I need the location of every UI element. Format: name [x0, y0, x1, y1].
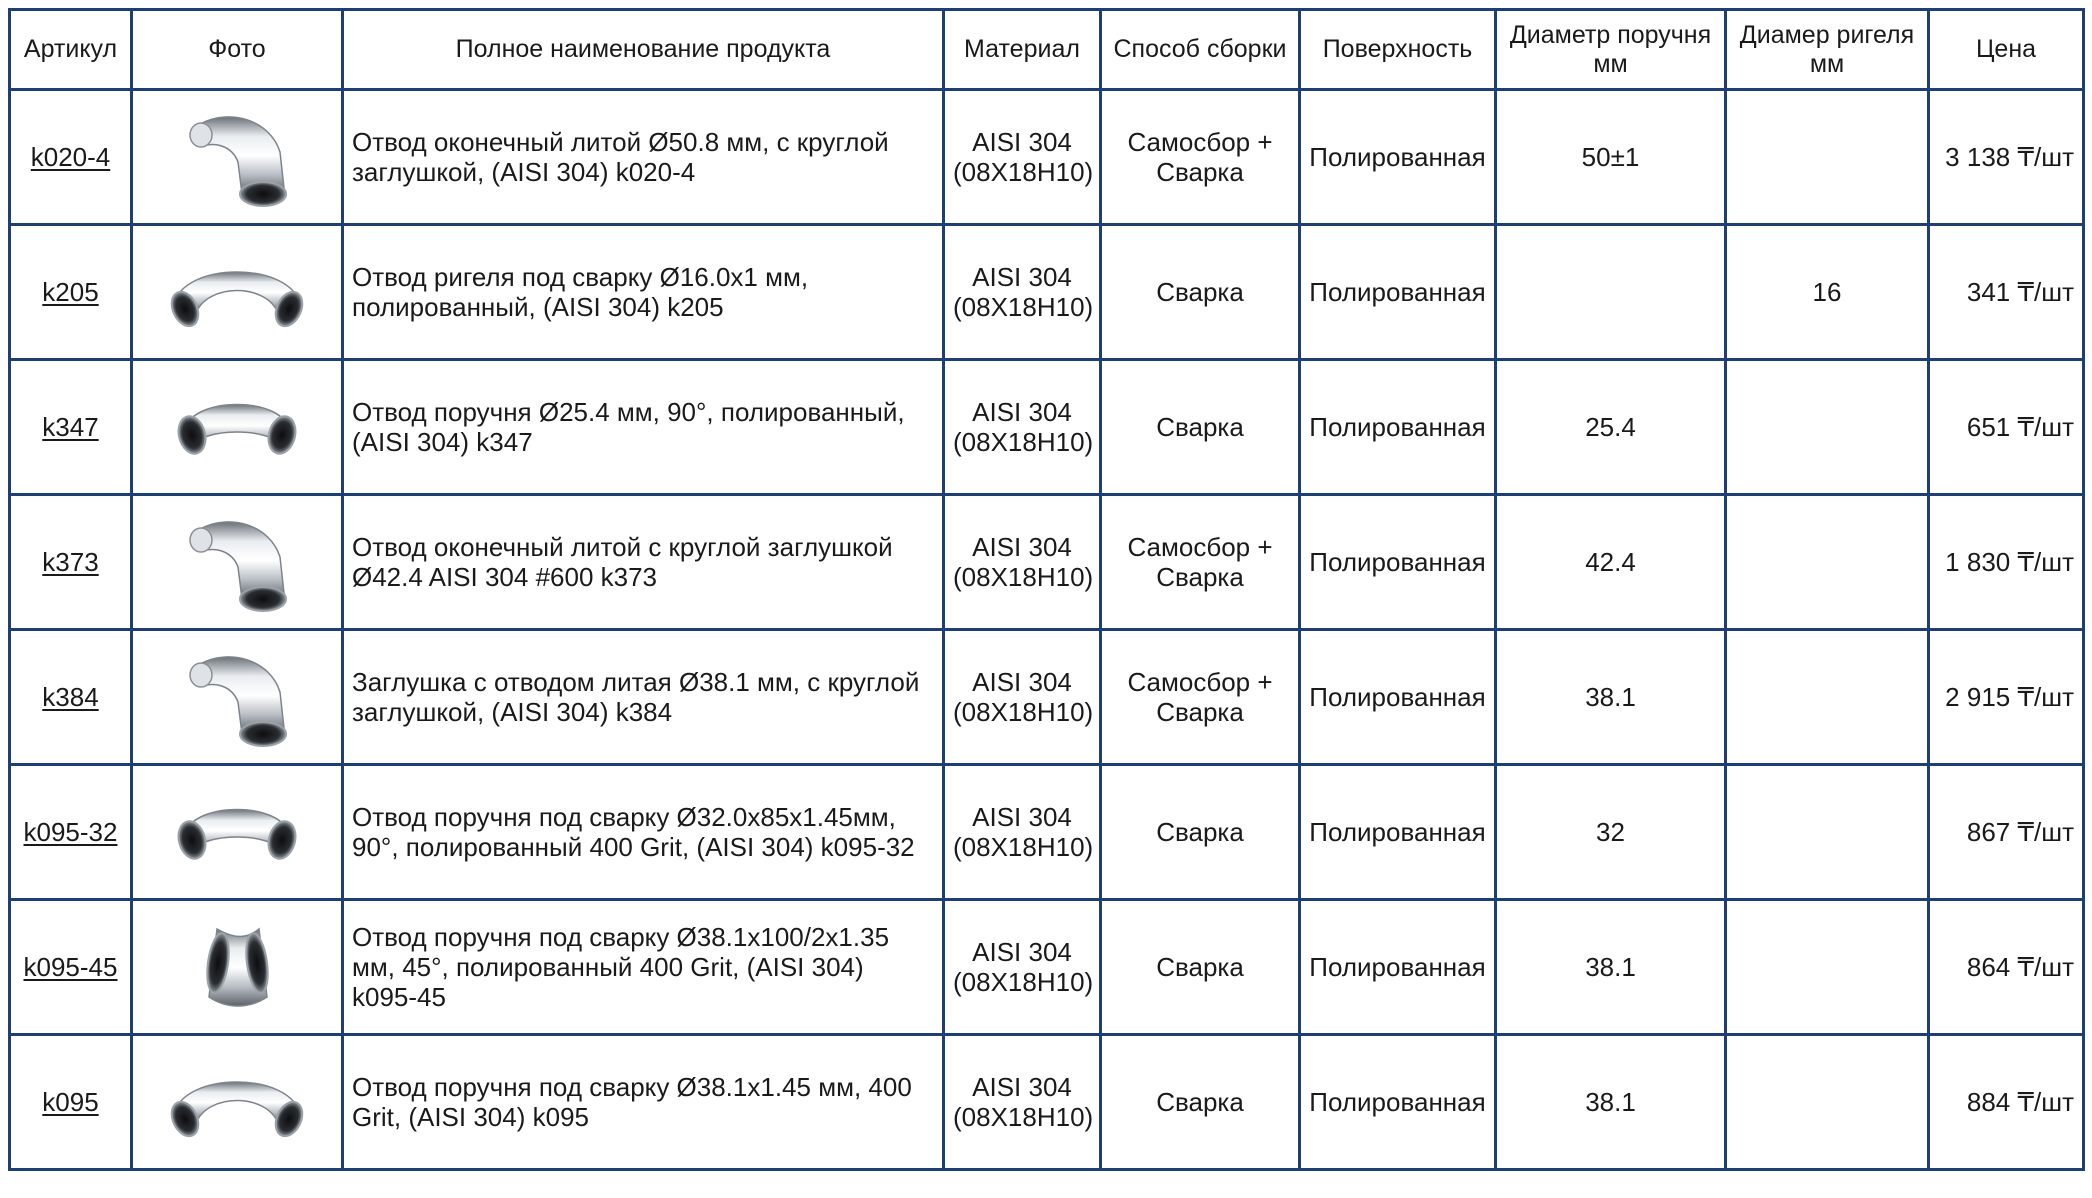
elbow-cap-icon[interactable] — [141, 507, 333, 617]
cell-assembly: Самосбор + Сварка — [1101, 495, 1300, 630]
cell-sku — [10, 495, 132, 630]
cell-assembly: Сварка — [1101, 360, 1300, 495]
cell-assembly: Сварка — [1101, 900, 1300, 1035]
cell-handrail-diameter: 42.4 — [1496, 495, 1726, 630]
cell-rail-diameter — [1726, 900, 1929, 1035]
cell-sku — [10, 360, 132, 495]
cell-photo — [132, 630, 343, 765]
table-row — [10, 90, 2084, 225]
cell-material: AISI 304 (08Х18Н10) — [944, 90, 1101, 225]
sku-link[interactable]: k020-4 — [30, 142, 111, 172]
cell-sku — [10, 630, 132, 765]
cell-assembly: Самосбор + Сварка — [1101, 630, 1300, 765]
cell-product-name: Отвод ригеля под сварку Ø16.0x1 мм, полированный, (AISI 304) k205 — [343, 225, 944, 360]
table-row — [10, 495, 2084, 630]
cell-material: AISI 304 (08Х18Н10) — [944, 495, 1101, 630]
header-handrail-diameter: Диаметр поручня мм — [1496, 10, 1726, 90]
cell-material: AISI 304 (08Х18Н10) — [944, 360, 1101, 495]
cell-material: AISI 304 (08Х18Н10) — [944, 225, 1101, 360]
cell-rail-diameter — [1726, 765, 1929, 900]
sku-link[interactable]: k347 — [42, 412, 99, 442]
elbow-wide-icon[interactable] — [141, 247, 333, 337]
cell-photo — [132, 900, 343, 1035]
cell-price: 651 ₸/шт — [1929, 360, 2084, 495]
table-row — [10, 900, 2084, 1035]
cell-price: 867 ₸/шт — [1929, 765, 2084, 900]
cell-photo — [132, 1035, 343, 1170]
cell-price: 341 ₸/шт — [1929, 225, 2084, 360]
cell-price: 884 ₸/шт — [1929, 1035, 2084, 1170]
cell-photo — [132, 90, 343, 225]
cell-surface: Полированная — [1300, 765, 1496, 900]
cell-material: AISI 304 (08Х18Н10) — [944, 1035, 1101, 1170]
cell-handrail-diameter: 38.1 — [1496, 1035, 1726, 1170]
table-row — [10, 765, 2084, 900]
table-body — [10, 90, 2084, 1170]
header-price: Цена — [1929, 10, 2084, 90]
cell-product-name: Заглушка с отводом литая Ø38.1 мм, с круглой заглушкой, (AISI 304) k384 — [343, 630, 944, 765]
sku-link[interactable]: k205 — [42, 277, 99, 307]
cell-sku — [10, 1035, 132, 1170]
cell-photo — [132, 495, 343, 630]
header-name: Полное наименование продукта — [343, 10, 944, 90]
cell-surface: Полированная — [1300, 495, 1496, 630]
cell-assembly: Сварка — [1101, 1035, 1300, 1170]
cell-sku — [10, 225, 132, 360]
cell-product-name: Отвод оконечный литой с круглой заглушкой Ø42.4 AISI 304 #600 k373 — [343, 495, 944, 630]
elbow-45-icon[interactable] — [141, 917, 333, 1017]
cell-surface: Полированная — [1300, 630, 1496, 765]
cell-handrail-diameter — [1496, 225, 1726, 360]
elbow-short-icon[interactable] — [141, 387, 333, 467]
sku-link[interactable]: k095-32 — [23, 817, 118, 847]
elbow-short-icon[interactable] — [141, 792, 333, 872]
cell-assembly: Сварка — [1101, 765, 1300, 900]
sku-link[interactable]: k384 — [42, 682, 99, 712]
cell-surface: Полированная — [1300, 1035, 1496, 1170]
header-sku: Артикул — [10, 10, 132, 90]
cell-surface: Полированная — [1300, 90, 1496, 225]
cell-price: 1 830 ₸/шт — [1929, 495, 2084, 630]
elbow-wide-icon[interactable] — [141, 1057, 333, 1147]
cell-rail-diameter: 16 — [1726, 225, 1929, 360]
table-row — [10, 1035, 2084, 1170]
cell-material: AISI 304 (08Х18Н10) — [944, 765, 1101, 900]
header-surface: Поверхность — [1300, 10, 1496, 90]
table-row — [10, 630, 2084, 765]
sku-link[interactable]: k095 — [42, 1087, 99, 1117]
product-table-container — [8, 8, 2089, 1198]
elbow-cap-icon[interactable] — [141, 102, 333, 212]
cell-photo — [132, 225, 343, 360]
header-assembly: Способ сборки — [1101, 10, 1300, 90]
header-photo: Фото — [132, 10, 343, 90]
cell-assembly: Самосбор + Сварка — [1101, 90, 1300, 225]
table-header-row — [10, 10, 2084, 90]
cell-product-name: Отвод поручня Ø25.4 мм, 90°, полированный, (AISI 304) k347 — [343, 360, 944, 495]
cell-photo — [132, 360, 343, 495]
cell-surface: Полированная — [1300, 360, 1496, 495]
cell-handrail-diameter: 50±1 — [1496, 90, 1726, 225]
cell-rail-diameter — [1726, 360, 1929, 495]
table-row — [10, 360, 2084, 495]
cell-rail-diameter — [1726, 630, 1929, 765]
sku-link[interactable]: k095-45 — [23, 952, 118, 982]
cell-rail-diameter — [1726, 495, 1929, 630]
cell-sku — [10, 90, 132, 225]
elbow-cap-icon[interactable] — [141, 642, 333, 752]
cell-price: 2 915 ₸/шт — [1929, 630, 2084, 765]
cell-product-name: Отвод поручня под сварку Ø38.1x100/2x1.35 мм, 45°, полированный 400 Grit, (AISI 304) k095-45 — [343, 900, 944, 1035]
cell-rail-diameter — [1726, 1035, 1929, 1170]
cell-handrail-diameter: 38.1 — [1496, 630, 1726, 765]
cell-surface: Полированная — [1300, 225, 1496, 360]
cell-rail-diameter — [1726, 90, 1929, 225]
cell-sku — [10, 900, 132, 1035]
cell-handrail-diameter: 25.4 — [1496, 360, 1726, 495]
table-row — [10, 225, 2084, 360]
cell-surface: Полированная — [1300, 900, 1496, 1035]
cell-sku — [10, 765, 132, 900]
cell-price: 864 ₸/шт — [1929, 900, 2084, 1035]
cell-handrail-diameter: 38.1 — [1496, 900, 1726, 1035]
header-material: Материал — [944, 10, 1101, 90]
cell-photo — [132, 765, 343, 900]
sku-link[interactable]: k373 — [42, 547, 99, 577]
product-table — [8, 8, 2085, 1171]
cell-product-name: Отвод поручня под сварку Ø32.0x85x1.45мм, 90°, полированный 400 Grit, (AISI 304) k095-32 — [343, 765, 944, 900]
cell-material: AISI 304 (08Х18Н10) — [944, 630, 1101, 765]
cell-handrail-diameter: 32 — [1496, 765, 1726, 900]
cell-product-name: Отвод поручня под сварку Ø38.1x1.45 мм, 400 Grit, (AISI 304) k095 — [343, 1035, 944, 1170]
cell-price: 3 138 ₸/шт — [1929, 90, 2084, 225]
cell-product-name: Отвод оконечный литой Ø50.8 мм, с круглой заглушкой, (AISI 304) k020-4 — [343, 90, 944, 225]
cell-material: AISI 304 (08Х18Н10) — [944, 900, 1101, 1035]
header-rail-diameter: Диамер ригеля мм — [1726, 10, 1929, 90]
cell-assembly: Сварка — [1101, 225, 1300, 360]
